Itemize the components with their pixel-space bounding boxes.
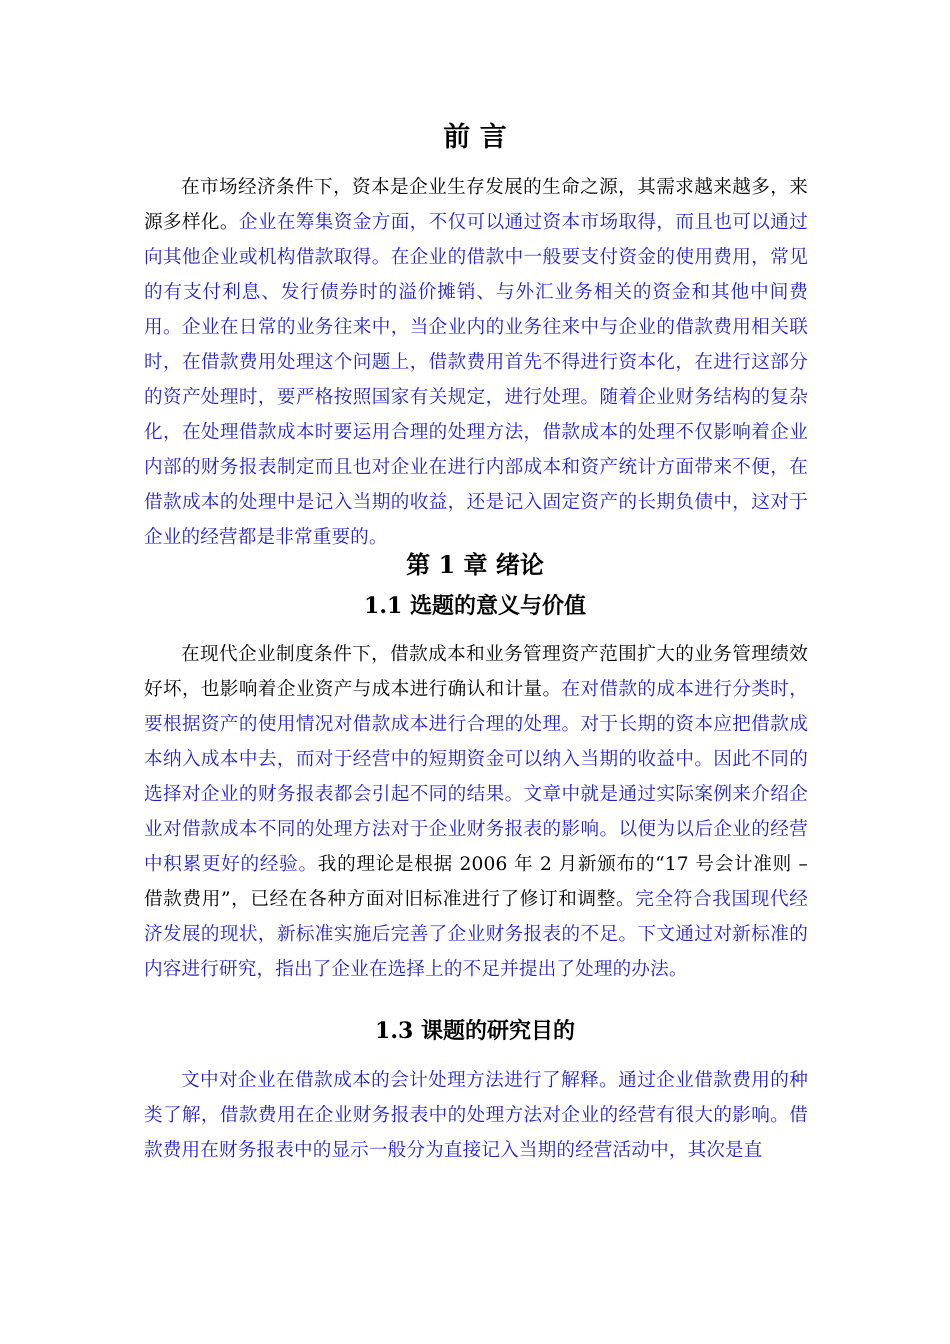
section-1-1-paragraph — [144, 637, 808, 987]
section-title-1-3: 1.3 课题的研究目的 — [375, 1018, 575, 1044]
section-1-3-text-blue: 文中对企业在借款成本的会计处理方法进行了解释。通过企业借款费用的种类了解，借款费用在企业财务报表中的处理方法对企业的经营有很大的影响。借款费用在财务报表中的显示一般分为直接记入当期的经营活动中，其次是直 — [144, 1070, 808, 1161]
chapter-title: 第 1 章 绪论 — [406, 550, 544, 579]
preface-title: 前 言 — [443, 122, 507, 153]
section-1-1-text-blue-2: 完全符合我国现代经济发展的现状，新标准实施后完善了企业财务报表的不足。下文通过对新标准的内容进行研究，指出了企业在选择上的不足并提出了处理的办法。 — [144, 889, 808, 980]
section-1-1-text-blue: 在对借款的成本进行分类时，要根据资产的使用情况对借款成本进行合理的处理。对于长期的资本应把借款成本纳入成本中去，而对于经营中的短期资金可以纳入当期的收益中。因此不同的选择对企业的财务报表都会引起不同的结果。文章中就是通过实际案例来介绍企业对借款成本不同的处理方法对于企业财务报表的影响。以便为以后企业的经营中积累更好的经验。 — [144, 679, 808, 875]
preface-text-black: 在市场经济条件下，资本是企业生存发展的生命之源，其需求越来越多，来源多样化。 — [144, 177, 808, 233]
section-1-1-text-black-2: 我的理论是根据 2006 年 2 月新颁布的“17 号会计准则 – 借款费用”，已经在各种方面对旧标准进行了修订和调整。 — [144, 854, 808, 910]
preface-text-blue: 企业在筹集资金方面，不仅可以通过资本市场取得，而且也可以通过向其他企业或机构借款取得。在企业的借款中一般要支付资金的使用费用，常见的有支付利息、发行债券时的溢价摊销、与外汇业务相关的资金和其他中间费用。企业在日常的业务往来中，当企业内的业务往来中与企业的借款费用相关联时，在借款费用处理这个问题上，借款费用首先不得进行资本化，在进行这部分的资产处理时，要严格按照国家有关规定，进行处理。随着企业财务结构的复杂化，在处理借款成本时要运用合理的处理方法，借款成本的处理不仅影响着企业内部的财务报表制定而且也对企业在进行内部成本和资产统计方面带来不便，在借款成本的处理中是记入当期的收益，还是记入固定资产的长期负债中，这对于企业的经营都是非常重要的。 — [144, 212, 808, 548]
section-1-1-text-black: 在现代企业制度条件下，借款成本和业务管理资产范围扩大的业务管理绩效好坏，也影响着企业资产与成本进行确认和计量。 — [144, 644, 808, 700]
section-1-3-paragraph — [144, 1063, 808, 1168]
preface-paragraph — [144, 170, 808, 555]
section-title-1-1: 1.1 选题的意义与价值 — [364, 593, 586, 619]
